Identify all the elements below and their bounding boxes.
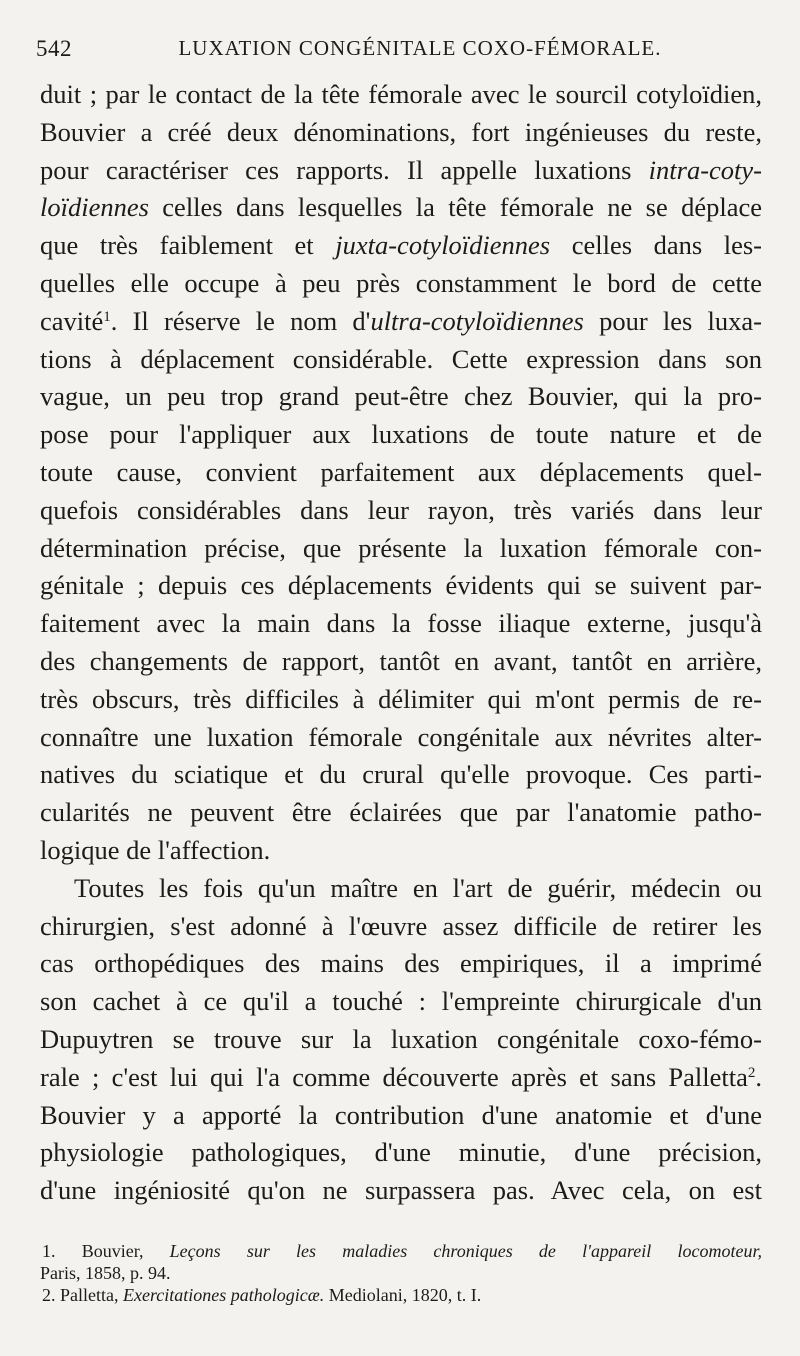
text-line: Bouvier y a apporté la contribution d'une anatomie et d'une — [40, 1099, 762, 1130]
page-number: 542 — [36, 36, 72, 61]
text-line: son cachet à ce qu'il a touché : l'empreinte chirurgicale d'un — [40, 986, 762, 1017]
text-line: quelles elle occupe à peu près constamment le bord de cette — [40, 267, 762, 298]
text-line: pour caractériser ces rapports. Il appelle luxations intra-coty- — [40, 154, 762, 185]
italic-term: intra-coty- — [648, 154, 762, 185]
text-line: faitement avec la main dans la fosse iliaque externe, jusqu'à — [40, 608, 762, 639]
text-line: génitale ; depuis ces déplacements évidents qui se suivent par- — [40, 570, 762, 601]
text-line: d'une ingéniosité qu'on ne surpassera pas. Avec cela, on est — [40, 1175, 762, 1206]
text-line: loïdiennes celles dans lesquelles la tête fémorale ne se déplace — [40, 192, 763, 223]
text-line: connaître une luxation fémorale congénitale aux névrites alter- — [40, 721, 762, 752]
text-line: tions à déplacement considérable. Cette expression dans son — [40, 343, 762, 374]
text-line: très obscurs, très difficiles à délimiter qui m'ont permis de re- — [40, 683, 762, 714]
text-line: des changements de rapport, tantôt en avant, tantôt en arrière, — [40, 645, 762, 676]
italic-term: juxta-cotyloïdiennes — [335, 230, 551, 261]
footnotes — [40, 1240, 762, 1306]
text-line: cas orthopédiques des mains des empiriques, il a imprimé — [40, 948, 762, 979]
footnote-1: 1. Bouvier, Leçons sur les maladies chroniques de l'appareil locomoteur, — [42, 1241, 762, 1261]
page-header — [0, 30, 800, 70]
text-line: quefois considérables dans leur rayon, très variés dans leur — [40, 494, 762, 525]
footnote-1-continued: Paris, 1858, p. 94. — [40, 1263, 171, 1283]
text-line: cularités ne peuvent être éclairées que par l'anatomie patho- — [40, 797, 762, 828]
text-line: logique de l'affection. — [40, 834, 271, 865]
footnote-reference[interactable]: 2 — [747, 1064, 756, 1081]
footnote-reference[interactable]: 1 — [103, 308, 111, 325]
text-line: pose pour l'appliquer aux luxations de toute nature et de — [40, 419, 762, 450]
text-line: Dupuytren se trouve sur la luxation congénitale coxo-fémo- — [40, 1023, 762, 1054]
text-line: physiologie pathologiques, d'une minutie, d'une précision, — [40, 1137, 762, 1168]
running-title: LUXATION CONGÉNITALE COXO-FÉMORALE. — [178, 36, 662, 60]
text-line: détermination précise, que présente la luxation fémorale con- — [40, 532, 762, 563]
text-line: que très faiblement et juxta-cotyloïdiennes celles dans les- — [40, 230, 762, 261]
text-line: Toutes les fois qu'un maître en l'art de guérir, médecin ou — [74, 872, 762, 903]
text-line: Bouvier a créé deux dénominations, fort ingénieuses du reste, — [40, 116, 762, 147]
text-line: duit ; par le contact de la tête fémorale avec le sourcil cotyloïdien, — [40, 79, 762, 109]
body-text — [40, 76, 762, 1210]
footnote-2: 2. Palletta, Exercitationes pathologicæ. Mediolani, 1820, t. I. — [42, 1285, 482, 1305]
text-line: rale ; c'est lui qui l'a comme découverte après et sans Palletta$^2$. — [40, 1061, 762, 1092]
text-line: chirurgien, s'est adonné à l'œuvre assez difficile de retirer les — [40, 910, 762, 941]
text-line: vague, un peu trop grand peut-être chez Bouvier, qui la pro- — [40, 381, 762, 412]
footnote-title: Leçons sur les maladies chroniques de l'appareil locomoteur, — [169, 1241, 762, 1261]
text-line: toute cause, convient parfaitement aux déplacements quel- — [40, 456, 762, 487]
text-line: natives du sciatique et du crural qu'elle provoque. Ces parti- — [40, 759, 762, 790]
footnote-title: Exercitationes pathologicæ. — [122, 1285, 325, 1305]
text-line: cavité$^1$. Il réserve le nom d'ultra-cotyloïdiennes pour les luxa- — [40, 305, 762, 336]
italic-term: ultra-cotyloïdiennes — [370, 305, 584, 336]
italic-term: loïdiennes — [40, 192, 149, 223]
